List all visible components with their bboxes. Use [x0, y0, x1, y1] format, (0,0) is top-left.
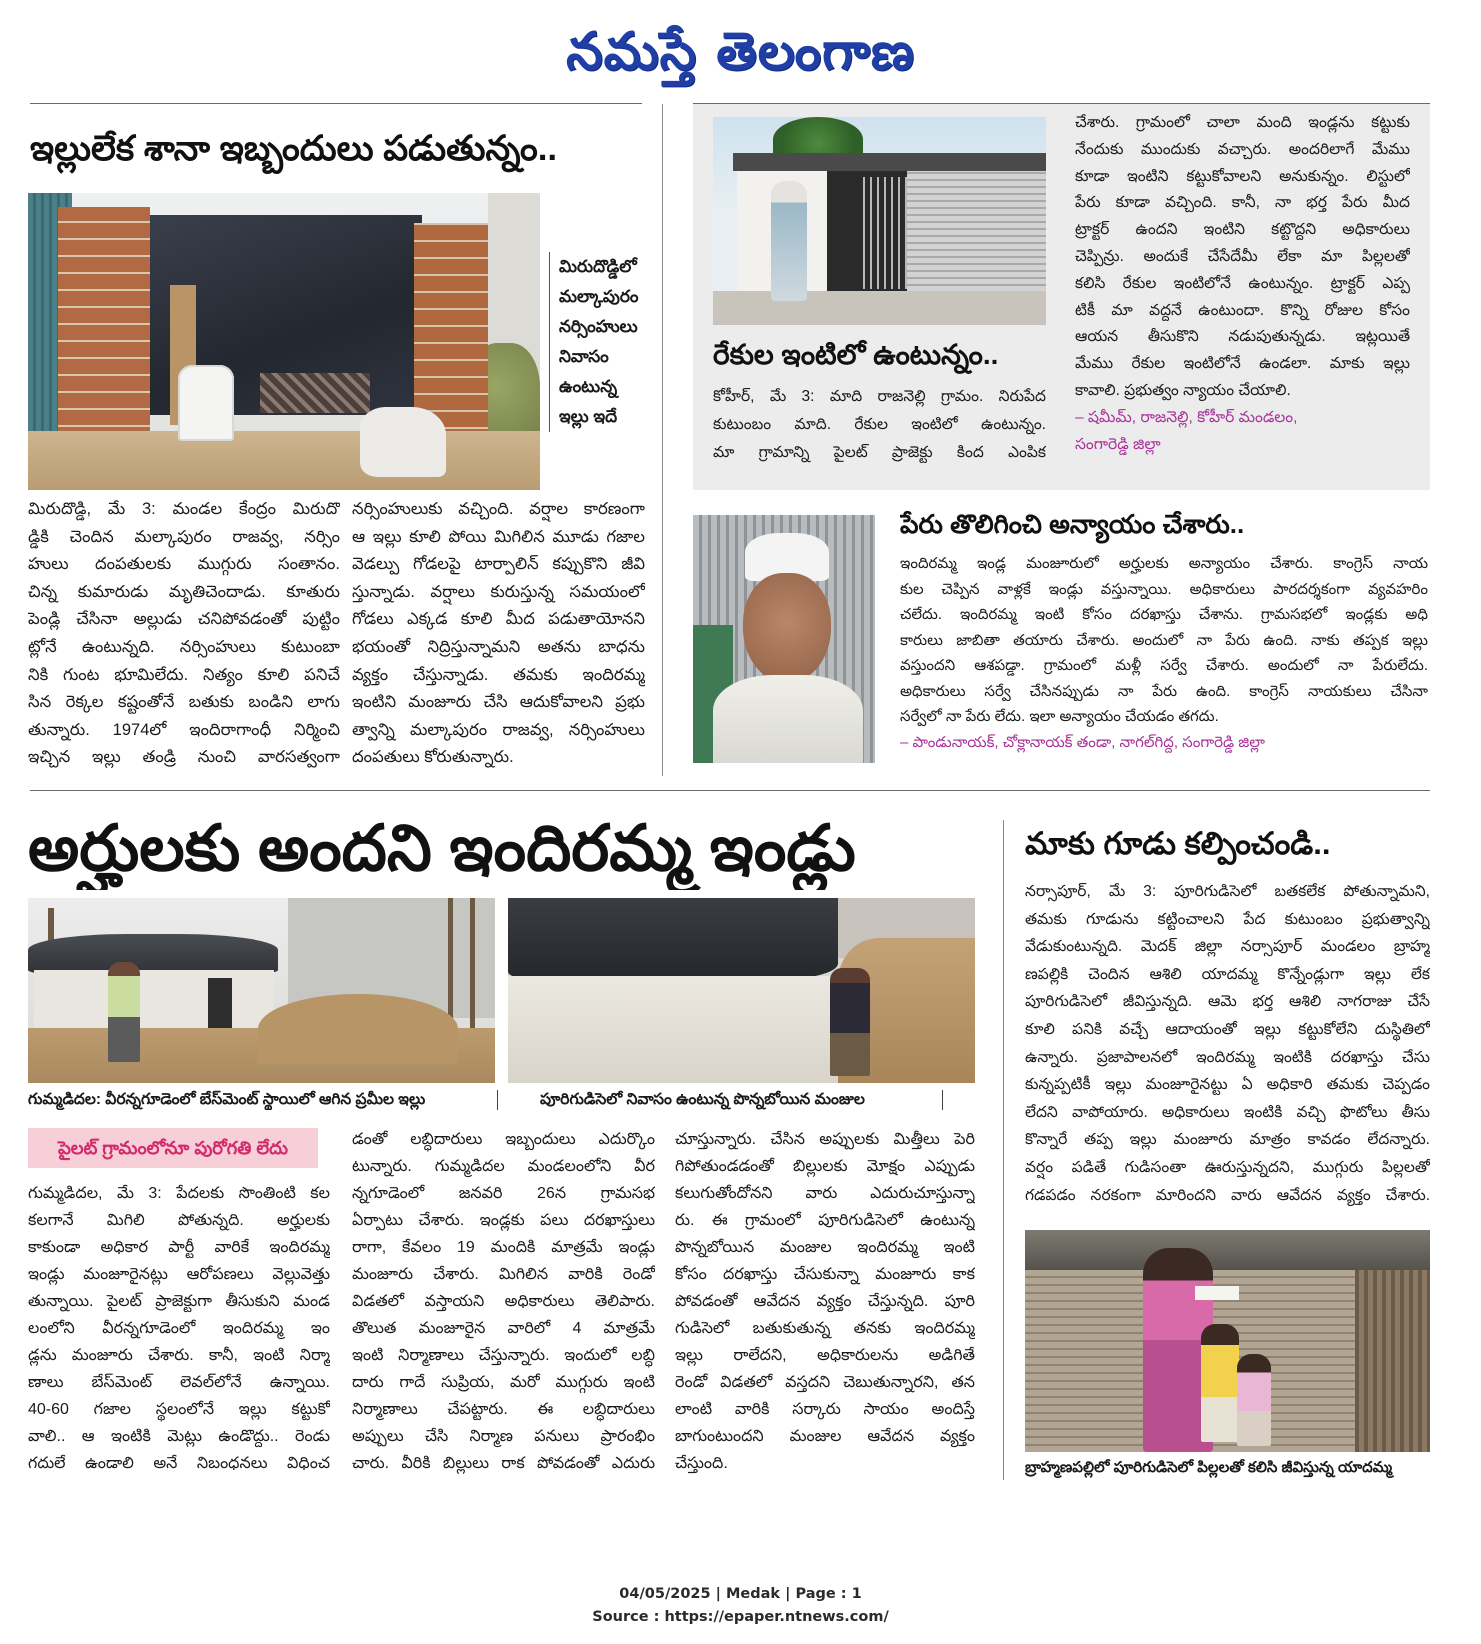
- text-line: టికీ మా వద్దనే ఉంటుందా. కొన్ని రోజుల కోసం: [1075, 301, 1410, 319]
- article-1-headline: ఇల్లులేక శానా ఇబ్బందులు పడుతున్నం..: [30, 129, 558, 168]
- section-rule: [30, 790, 1430, 791]
- text-line: కారులు జాబితా తయారు చేశారు. అందులో నా పేరు ఉంది. నాకు తప్పక ఇల్లు: [900, 631, 1428, 649]
- text-line: హులు దంపతులకు ముగ్గురు సంతానం.: [28, 555, 340, 574]
- article-2-byline: [1075, 405, 1410, 459]
- text-line: ఆ ఇల్లు కూలి పోయి మిగిలిన మూడు గజాల: [352, 527, 645, 546]
- text-line: – పాండునాయక్, చోక్లానాయక్ తండా, నాగల్‌గిద్ద, సంగారెడ్డి జిల్లా: [900, 733, 1265, 751]
- text-line: ఇల్లు ఇదే: [559, 407, 618, 426]
- text-line: మా గ్రామాన్ని పైలట్ ప్రాజెక్టు కింద ఎంపిక: [713, 444, 1046, 461]
- photo-thatched-roof: [28, 934, 278, 974]
- text-line: గడపడం నరకంగా మారిందని వారు ఆవేదన వ్యక్తం చేశారు.: [1025, 1186, 1430, 1204]
- text-line: మిరుదొడ్డిలో: [559, 257, 637, 276]
- text-line: గదులే ఉండాలి అనే నిబంధనలు విధించ: [28, 1455, 330, 1472]
- text-line: పొన్నబోయిన మంజుల ఇందిరమ్మ ఇంటి: [675, 1239, 975, 1256]
- photo-man-figure: [108, 962, 140, 1062]
- column-divider-bottom: [1003, 820, 1004, 1480]
- text-line: – షమీమ్, రాజనెల్లి, కోహీర్ మండలం,: [1075, 408, 1298, 426]
- text-line: చూస్తున్నారు. చేసిన అప్పులకు మిత్తీలు పెరి: [675, 1131, 975, 1148]
- text-line: దారు గాదే సుప్రియ, మరో ముగ్గురు ఇంటి: [352, 1374, 655, 1391]
- photo-sack: [360, 407, 446, 477]
- text-line: గోడలు ఎక్కడ కూలి మీద పడుతాయోనని: [352, 610, 645, 629]
- text-line: రు. ఈ గ్రామంలో పూరిగుడిసెలో ఉంటున్న: [675, 1212, 975, 1229]
- main-photo-1-caption: గుమ్మడిదల: వీరన్నగూడెంలో బేస్‌మెంట్ స్థాయిలో ఆగిన ప్రమీల ఇల్లు: [28, 1090, 498, 1110]
- text-line: ఇందిరమ్మ ఇండ్ల మంజూరులో అర్హులకు అన్యాయం చేశారు. కాంగ్రెస్ నాయ: [900, 555, 1428, 572]
- text-line: న్నగూడెంలో జనవరి 26న గ్రామసభ: [352, 1185, 655, 1202]
- article-2-photo: [713, 117, 1046, 325]
- photo-roof-edge: [733, 153, 1046, 171]
- article-2-text-right: [1075, 110, 1410, 405]
- photo-thatched-roof: [1025, 1230, 1430, 1270]
- text-line: దంపతులు కోరుతున్నారు.: [352, 748, 514, 767]
- text-line: పోవడంతో ఆవేదన వ్యక్తం చేస్తున్నది. పూరి: [675, 1293, 975, 1310]
- text-line: మిరుదొడ్డి, మే 3: మండల కేంద్రం మిరుదొ: [28, 500, 340, 518]
- text-line: పేరు కూడా వచ్చింది. కానీ, నా భర్త పేరు మీద: [1075, 194, 1410, 212]
- text-line: డంతో లబ్ధిదారులు ఇబ్బందులు ఎదుర్కొం: [352, 1131, 655, 1148]
- text-line: స్తున్నాడు. వర్షాలు కురుస్తున్న సమయంలో: [352, 582, 645, 601]
- text-line: సర్వేలో నా పేరు లేదు. ఇలా అన్యాయం చేయడం తగదు.: [900, 708, 1219, 725]
- photo-plastic-chair: [178, 365, 234, 441]
- text-line: చలేదు. ఇందిరమ్మ ఇంటి కోసం దరఖాస్తు చేశాను. గ్రామసభలో ఇండ్లకు అధి: [900, 606, 1428, 623]
- text-line: తొలుత మంజూరైన వారిలో 4 మాత్రమే: [352, 1320, 655, 1337]
- footer-date-edition: 04/05/2025 | Medak | Page : 1: [619, 1586, 862, 1602]
- text-line: వ్యక్తం చేస్తున్నాడు. తమకు ఇందిరమ్మ: [352, 665, 645, 684]
- text-line: తున్నాయి. పైలట్ ప్రాజెక్టుగా తీసుకుని మండ: [28, 1293, 330, 1310]
- photo-grille: [863, 177, 907, 289]
- text-line: వేడుకుంటున్నది. మెదక్ జిల్లా నర్సాపూర్ మండలం బ్రాహ్మ: [1025, 938, 1430, 956]
- text-line: బాగుంటుందని మంజుల ఆవేదన వ్యక్తం: [675, 1428, 975, 1445]
- photo-ground: [713, 291, 1046, 325]
- text-line: సిన రెక్కల కష్టంతోనే బతుకు బండిని లాగు: [28, 693, 340, 712]
- text-line: వాలి.. ఆ ఇంటికి మెట్లు ఉండొద్దు.. రెండు: [28, 1428, 330, 1445]
- text-line: కలుగుతోందోనని వారు ఎదురుచూస్తున్నా: [675, 1185, 975, 1202]
- photo-white-shirt: [713, 675, 863, 763]
- article-3-byline: [900, 730, 1428, 756]
- text-line: ఇల్లు రాలేదని, అధికారులను అడిగితే: [675, 1347, 975, 1364]
- photo-child-figure-1: [1201, 1324, 1239, 1442]
- text-line: కావాలి. ప్రభుత్వం న్యాయం చేయాలి.: [1075, 381, 1291, 399]
- text-line: వర్షం పడితే గుడిసంతా ఊరుస్తున్నదని, ముగ్గురు పిల్లలతో: [1025, 1158, 1430, 1176]
- photo-brick-pillar-left: [58, 207, 150, 459]
- text-line: ఇంటిని మంజూరు చేసి ఆదుకోవాలని ప్రభు: [352, 693, 645, 712]
- text-line: నికి గుంట భూమిలేదు. నిత్యం కూలి పనిచే: [28, 665, 340, 684]
- article-1-photo: [28, 193, 540, 490]
- text-line: అధికారులు సర్వే చేసినప్పుడు నా పేరు ఉంది. కాంగ్రెస్ నాయకులు చేసినా: [900, 682, 1428, 700]
- text-line: 40-60 గజాల స్థలంలోనే ఇల్లు కట్టుకో: [28, 1401, 330, 1418]
- masthead-logo: నమస్తే తెలంగాణ: [566, 22, 915, 82]
- photo-debris: [260, 373, 370, 413]
- text-line: కలిసి రేకుల ఇంటిలోనే ఉంటున్నం. ట్రాక్టర్ ఎప్ప: [1075, 274, 1410, 292]
- column-divider-top: [662, 104, 663, 776]
- article-2-headline: రేకుల ఇంటిలో ఉంటున్నం..: [713, 339, 999, 370]
- top-rule-left: [30, 103, 642, 104]
- article-3-headline: పేరు తొలిగించి అన్యాయం చేశారు..: [900, 509, 1245, 539]
- text-line: ఉన్నారు. ప్రజాపాలనలో ఇందిరమ్మ ఇంటికి దరఖాస్తు చేసు: [1025, 1048, 1430, 1066]
- photo-paper: [1195, 1286, 1239, 1300]
- text-line: కొన్నారే తప్ప ఇల్లు మంజూరు మాత్రం కావడం లేదన్నారు.: [1025, 1131, 1430, 1149]
- text-line: మేము రేకుల ఇంటిలోనే ఉండలా. మాకు ఇల్లు: [1075, 355, 1410, 373]
- main-photo-2: [508, 898, 975, 1083]
- text-line: కలగానే మిగిలి పోతున్నది. అర్హులకు: [28, 1212, 330, 1229]
- text-line: తమకు గూడును కట్టించాలని పేద కుటుంబం ప్రభుత్వాన్ని: [1025, 910, 1430, 928]
- text-line: లాంటి వారికి సర్కారు సాయం అందిస్తే: [675, 1401, 975, 1418]
- photo-thatched-roof: [508, 898, 838, 980]
- photo-mud-wall: [508, 976, 838, 1083]
- text-line: చేశారు. గ్రామంలో చాలా మంది ఇండ్లను కట్టుకు: [1075, 114, 1410, 131]
- main-headline: అర్హులకు అందని ఇందిరమ్మ ఇండ్లు: [28, 812, 856, 884]
- text-line: కూలి పనికి వచ్చే ఆదాయంతో ఇల్లు కట్టుకోలేని దుస్థితిలో: [1025, 1020, 1430, 1038]
- photo-corrugated-wall: [907, 171, 1046, 291]
- article-1-column-1: [28, 496, 340, 772]
- text-line: నర్సాపూర్, మే 3: పూరిగుడిసెలో బతకలేక పోతున్నామని,: [1025, 883, 1430, 900]
- article-4-photo: [1025, 1230, 1430, 1452]
- text-line: లంలోని వీరన్నగూడెంలో ఇందిరమ్మ ఇం: [28, 1320, 330, 1337]
- text-line: ణపల్లికి చెందిన ఆశిలి యాదమ్మ కొన్నేండ్లుగా ఇల్లు లేక: [1025, 965, 1430, 983]
- text-line: కున్నప్పటికీ ఇల్లు మంజూరైనట్టు ఏ అధికారి తమకు చెప్పడం: [1025, 1076, 1430, 1094]
- text-line: నర్సింహులుకు వచ్చింది. వర్షాల కారణంగా: [352, 500, 645, 518]
- photo-woman-figure: [830, 968, 870, 1076]
- text-line: లేదని వాపోయారు. అధికారులు ఇంటికి వచ్చి ఫొటోలు తీసు: [1025, 1103, 1430, 1121]
- article-2-text-left: [713, 383, 1046, 467]
- text-line: చేస్తుంది.: [675, 1455, 728, 1472]
- text-line: పూరిగుడిసెలో జీవిస్తున్నది. ఆమె భర్త ఆశిలి నాగరాజు చేసే: [1025, 993, 1430, 1011]
- text-line: నేందుకు ముందుకు వచ్చారు. అందరిలాగే మేము: [1075, 140, 1410, 158]
- text-line: రాగా, కేవలం 19 మందికి మాత్రమే ఇండ్లు: [352, 1239, 655, 1256]
- photo-wooden-wall: [1355, 1270, 1430, 1452]
- text-line: ట్రాక్టర్ ఉందని ఇంటిని కట్టొద్దని అధికారులు: [1075, 221, 1410, 239]
- main-column-2: [352, 1126, 655, 1477]
- text-line: వెడల్పు గోడలపై టార్పాలిన్ కప్పుకొని జీవి: [352, 555, 645, 574]
- text-line: చిన్న కుమారుడు మృతిచెందాడు. కూతురు: [28, 582, 340, 601]
- text-line: ఉంటున్న: [559, 377, 618, 396]
- main-column-3: [675, 1126, 975, 1477]
- main-subheading: పైలట్ గ్రామంలోనూ పురోగతి లేదు: [28, 1128, 318, 1168]
- text-line: ఆయన తీసుకొని నడుపుతున్నడు. ఇట్లయితే: [1075, 328, 1410, 346]
- text-line: రెండో విడతలో వస్తదని చెబుతున్నారని, తన: [675, 1374, 975, 1391]
- photo-child-figure-2: [1237, 1354, 1271, 1446]
- text-line: చారు. వీరికి బిల్లులు రాక పోవడంతో ఎదురు: [352, 1455, 655, 1472]
- text-line: విడతలో వస్తాయని అధికారులు తెలిపారు.: [352, 1293, 655, 1310]
- text-line: టున్నారు. గుమ్మడిదల మండలంలోని వీర: [352, 1158, 655, 1175]
- photo-face: [743, 573, 831, 683]
- text-line: నర్సింహులు: [559, 317, 638, 336]
- text-line: కోసం దరఖాస్తు చేసుకున్నా మంజూరు కాక: [675, 1266, 975, 1283]
- main-column-1: [28, 1180, 330, 1477]
- article-1-photo-caption: [549, 252, 649, 432]
- main-photo-1: [28, 898, 495, 1083]
- text-line: చెప్పిన్రు. అందుకే చేసేదేమీ లేకా మా పిల్లలతో: [1075, 247, 1410, 265]
- text-line: ఇంటి నిర్మాణాలు చేస్తున్నారు. ఇందులో లబ్ధి: [352, 1347, 655, 1364]
- text-line: కోహీర్, మే 3: మాది రాజనెల్లి గ్రామం. నిరుపేద: [713, 388, 1046, 405]
- text-line: ణాలు బేస్‌మెంట్ లెవల్‌లోనే ఉన్నాయి.: [28, 1374, 330, 1391]
- text-line: ఇచ్చిన ఇల్లు తండ్రి నుంచి వారసత్వంగా: [28, 748, 340, 767]
- text-line: కూడా ఇంటిని కట్టుకోవాలని అనుకున్నం. లిస్టులో: [1075, 167, 1410, 185]
- text-line: డ్డికి చెందిన మల్కాపురం రాజవ్వ, నర్సిం: [28, 527, 340, 546]
- main-photo-2-caption: పూరిగుడిసెలో నివాసం ఉంటున్న పొన్నబోయిన మంజుల: [540, 1090, 943, 1110]
- article-3-text: [900, 551, 1428, 730]
- text-line: పెండ్లి చేసినా అల్లుడు చనిపోవడంతో పుట్టిం: [28, 610, 340, 629]
- text-line: అప్పులు చేసి నిర్మాణ పనులు ప్రారంభిం: [352, 1428, 655, 1445]
- text-line: గుడిసెలో బతుకుతున్న తనకు ఇందిరమ్మ: [675, 1320, 975, 1337]
- text-line: ట్లోనే ఉంటున్నది. నర్సింహులు కుటుంబా: [28, 637, 340, 656]
- photo-sand-pile: [258, 994, 458, 1064]
- photo-hut-door: [208, 978, 232, 1034]
- text-line: గుమ్మడిదల, మే 3: పేదలకు సొంతింటి కల: [28, 1185, 330, 1202]
- photo-ground: [28, 431, 540, 490]
- text-line: కాకుండా అధికార పార్టీ వారికే ఇందిరమ్మ: [28, 1239, 330, 1256]
- text-line: సంగారెడ్డి జిల్లా: [1075, 435, 1161, 453]
- text-line: వస్తుందని ఆశపడ్డా. గ్రామంలో మళ్లీ సర్వే చేశారు. అందులో నా పేరులేదు.: [900, 657, 1428, 674]
- text-line: మంజూరు చేశారు. మిగిలిన వారికి రెండో: [352, 1266, 655, 1283]
- text-line: నిర్మాణాలు చేపట్టారు. ఈ లబ్ధిదారులు: [352, 1401, 655, 1418]
- article-4-headline: మాకు గూడు కల్పించండి..: [1025, 826, 1331, 861]
- article-4-photo-caption: బ్రాహ్మణపల్లిలో పూరిగుడిసెలో పిల్లలతో కలిసి జీవిస్తున్న యాదమ్మ: [1025, 1459, 1393, 1476]
- article-4-text: [1025, 878, 1430, 1209]
- text-line: భయంతో నిద్రిస్తున్నామని అతను బాధను: [352, 637, 645, 656]
- article-1-column-2: [352, 496, 645, 772]
- footer-source: Source : https://epaper.ntnews.com/: [592, 1609, 889, 1625]
- text-line: కుల చెప్పిన వాళ్లకే ఇండ్లు వస్తున్నాయి. అధికారులు పారదర్శకంగా వ్యవహరిం: [900, 580, 1428, 598]
- text-line: తున్నారు. 1974లో ఇందిరాగాంధీ నిర్మించి: [28, 720, 340, 739]
- text-line: డ్లను మంజూరు చేశారు. కానీ, ఇంటి నిర్మా: [28, 1347, 330, 1364]
- text-line: త్వాన్ని మల్కాపురం రాజవ్వ, నర్సింహులు: [352, 720, 645, 739]
- article-3-photo: [693, 515, 875, 763]
- text-line: మల్కాపురం: [559, 287, 639, 306]
- text-line: గిపోతుండడంతో బిల్లులకు మోక్షం ఎప్పుడు: [675, 1158, 975, 1175]
- text-line: కుటుంబం మాది. రేకుల ఇంటిలో ఉంటున్నం.: [713, 416, 1046, 433]
- text-line: ఇండ్లు మంజూరైనట్లు ఆరోపణలు వెల్లువెత్తు: [28, 1266, 330, 1283]
- text-line: ఏర్పాటు చేశారు. ఇండ్లకు పలు దరఖాస్తులు: [352, 1212, 655, 1229]
- text-line: నివాసం: [559, 347, 609, 366]
- photo-woman-figure: [771, 181, 807, 301]
